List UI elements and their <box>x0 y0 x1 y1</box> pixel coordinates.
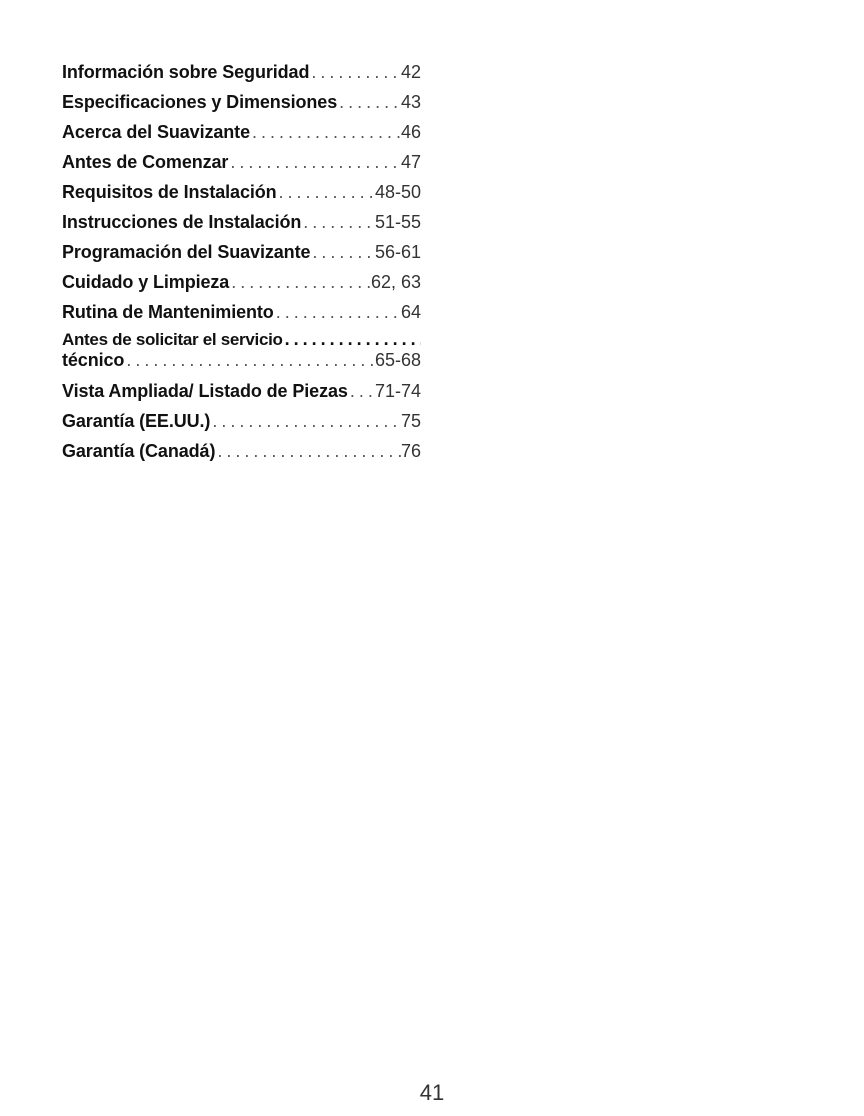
toc-entry-title-continued: técnico <box>62 350 125 370</box>
toc-entry-title: Especificaciones y Dimensiones <box>62 92 338 112</box>
toc-entry-title: Cuidado y Limpieza <box>62 272 230 292</box>
toc-entry-line <box>62 350 421 371</box>
toc-entry-title: Garantía (Canadá) <box>62 441 216 461</box>
page-number: 41 <box>419 1080 445 1105</box>
dot-leader <box>229 267 371 297</box>
toc-entry-title: Acerca del Suavizante <box>62 122 250 142</box>
dot-leader <box>337 87 401 117</box>
toc-entry-page: 71-74 <box>374 381 421 401</box>
toc-entry-requisitos-instalacion[interactable] <box>62 177 421 207</box>
toc-entry-title: Vista Ampliada/ Listado de Piezas <box>62 381 348 401</box>
toc-entry-page: 75 <box>400 411 421 431</box>
toc-entry-acerca-suavizante[interactable] <box>62 117 421 147</box>
toc-entry-antes-solicitar-servicio[interactable] <box>62 327 421 374</box>
toc-entry-title: Antes de solicitar el servicio <box>62 330 283 349</box>
toc-entry-rutina-mantenimiento[interactable] <box>62 297 421 327</box>
toc-entry-page: 65-68 <box>374 350 421 370</box>
dot-leader <box>215 436 401 466</box>
toc-entry-programacion-suavizante[interactable] <box>62 237 421 267</box>
toc-entry-title: Garantía (EE.UU.) <box>62 411 211 431</box>
dot-leader <box>348 376 375 406</box>
toc-entry-page: 47 <box>400 152 421 172</box>
dot-leader <box>283 329 421 350</box>
toc-entry-garantia-eeuu[interactable] <box>62 406 421 436</box>
toc-entry-line <box>62 329 421 350</box>
dot-leader <box>274 297 401 327</box>
dot-leader <box>309 57 401 87</box>
toc-entry-page: 56-61 <box>374 242 421 262</box>
toc-entry-page: 51-55 <box>374 212 421 232</box>
toc-entry-page: 46 <box>400 122 421 142</box>
toc-entry-page: 76 <box>400 441 421 461</box>
dot-leader <box>277 177 375 207</box>
toc-entry-vista-ampliada[interactable] <box>62 376 421 406</box>
toc-entry-page: 64 <box>400 302 421 322</box>
toc-entry-antes-comenzar[interactable] <box>62 147 421 177</box>
toc-entry-informacion-seguridad[interactable] <box>62 57 421 87</box>
toc-entry-title: Información sobre Seguridad <box>62 62 310 82</box>
toc-entry-garantia-canada[interactable] <box>62 436 421 466</box>
dot-leader <box>228 147 401 177</box>
toc-entry-title: Antes de Comenzar <box>62 152 229 172</box>
dot-leader <box>250 117 401 147</box>
dot-leader <box>310 237 375 267</box>
toc-entry-page: 48-50 <box>374 182 421 202</box>
table-of-contents <box>62 57 421 466</box>
toc-entry-title: Rutina de Mantenimiento <box>62 302 274 322</box>
toc-entry-page: 42 <box>400 62 421 82</box>
toc-entry-title: Requisitos de Instalación <box>62 182 277 202</box>
toc-entry-title: Instrucciones de Instalación <box>62 212 302 232</box>
toc-entry-page: 62, 63 <box>370 272 421 292</box>
dot-leader <box>124 350 375 371</box>
toc-entry-especificaciones[interactable] <box>62 87 421 117</box>
toc-entry-title: Programación del Suavizante <box>62 242 311 262</box>
toc-entry-instrucciones-instalacion[interactable] <box>62 207 421 237</box>
toc-entry-cuidado-limpieza[interactable] <box>62 267 421 297</box>
dot-leader <box>210 406 401 436</box>
toc-entry-page: 43 <box>400 92 421 112</box>
dot-leader <box>301 207 375 237</box>
